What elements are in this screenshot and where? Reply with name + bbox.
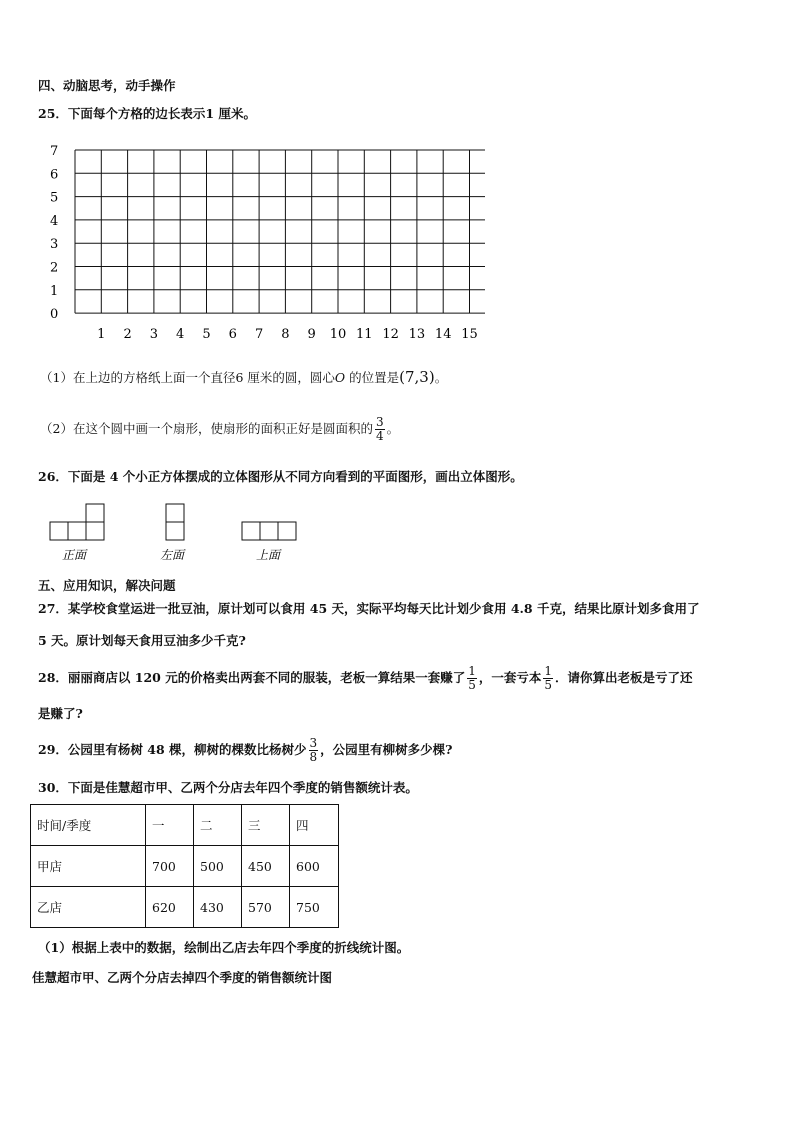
q28-text-c: ．请你算出老板是亏了还: [555, 670, 693, 685]
table-row: [31, 887, 339, 928]
table-cell: 430: [194, 887, 242, 928]
table-header-cell: 时间/季度: [31, 805, 146, 846]
y-tick-label: 3: [50, 237, 59, 253]
table-cell: 甲店: [31, 846, 146, 887]
fraction-three-eighths: [309, 737, 319, 764]
q28-text-a: 28．丽丽商店以 120 元的价格卖出两套不同的服装，老板一算结果一套赚了: [38, 670, 466, 685]
table-cell: 570: [242, 887, 290, 928]
q25-part2-end: 。: [386, 421, 400, 436]
q25-part1: [40, 369, 447, 386]
q30-stem: 30．下面是佳慧超市甲、乙两个分店去年四个季度的销售额统计表。: [38, 780, 418, 795]
x-tick-label: 14: [434, 327, 452, 343]
table-cell: 750: [290, 887, 339, 928]
y-tick-label: 1: [50, 283, 59, 299]
q27-line-1: 27．某学校食堂运进一批豆油，原计划可以食用 45 天，实际平均每天比计划少食用 4.8 千克，结果比原计划多食用了: [38, 601, 700, 616]
x-tick-label: 8: [281, 327, 290, 343]
x-tick-label: 10: [329, 327, 347, 343]
q29-text-a: 29．公园里有杨树 48 棵，柳树的棵数比杨树少: [38, 742, 307, 757]
y-tick-label: 6: [50, 167, 59, 183]
q30-part1: （1）根据上表中的数据，绘制出乙店去年四个季度的折线统计图。: [38, 940, 410, 955]
q26-stem: 26．下面是 4 个小正方体摆成的立体图形从不同方向看到的平面图形，画出立体图形。: [38, 469, 523, 484]
q28-line-1: [38, 662, 693, 694]
fraction-denominator: 5: [544, 678, 552, 692]
table-header-cell: 三: [242, 805, 290, 846]
front-view-label: 正面: [62, 548, 87, 562]
fraction-one-fifth-profit: [467, 665, 477, 692]
q25-stem: 25．下面每个方格的边长表示1 厘米。: [38, 106, 256, 121]
sales-table: [30, 804, 339, 928]
y-tick-label: 7: [50, 144, 59, 159]
x-tick-label: 3: [149, 327, 159, 343]
y-axis-labels: [50, 144, 58, 322]
grid-lines: [75, 150, 485, 313]
q30-chart-title: 佳慧超市甲、乙两个分店去掉四个季度的销售额统计图: [32, 970, 333, 985]
left-view-drawing: [166, 504, 184, 540]
x-axis-labels: [97, 327, 478, 342]
table-header-cell: 二: [194, 805, 242, 846]
table-cell: 700: [146, 846, 194, 887]
table-cell: 500: [194, 846, 242, 887]
table-cell: 450: [242, 846, 290, 887]
fraction-numerator: 3: [309, 736, 318, 750]
q25-part2: [40, 414, 399, 444]
table-cell: 600: [290, 846, 339, 887]
q25-part1-mid: 的位置是: [349, 370, 400, 385]
x-tick-label: 13: [408, 327, 426, 343]
q25-part1-end: 。: [434, 370, 448, 385]
y-tick-label: 2: [50, 260, 59, 276]
q25-grid-figure: [40, 140, 485, 345]
x-tick-label: 1: [97, 327, 106, 343]
x-tick-label: 12: [382, 327, 399, 343]
x-tick-label: 11: [356, 327, 373, 343]
x-tick-label: 15: [461, 327, 478, 343]
y-tick-label: 4: [50, 213, 59, 229]
section-4-heading: 四、动脑思考，动手操作: [38, 78, 176, 93]
x-tick-label: 2: [123, 327, 132, 343]
x-tick-label: 7: [254, 327, 264, 343]
fraction-three-quarters: [375, 416, 385, 443]
center-coordinate: (7,3): [399, 368, 435, 386]
q28-line-2: 是赚了?: [38, 706, 83, 721]
table-row: [31, 846, 339, 887]
fraction-numerator: 3: [375, 415, 384, 429]
table-header-cell: 一: [146, 805, 194, 846]
q25-part2-text: （2）在这个圆中画一个扇形，使扇形的面积正好是圆面积的: [40, 421, 373, 436]
y-tick-label: 0: [50, 307, 59, 323]
fraction-one-fifth-loss: [543, 665, 553, 692]
q26-views-figure: [40, 498, 320, 568]
fraction-denominator: 8: [309, 750, 318, 764]
q28-text-b: ，一套亏本: [478, 670, 542, 685]
table-cell: 620: [146, 887, 194, 928]
table-header-cell: 四: [290, 805, 339, 846]
table-cell: 乙店: [31, 887, 146, 928]
center-o-label: O: [334, 370, 346, 385]
x-tick-label: 5: [202, 327, 211, 343]
section-5-heading: 五、应用知识，解决问题: [38, 578, 176, 593]
x-tick-label: 9: [307, 327, 316, 343]
fraction-denominator: 4: [375, 429, 384, 443]
front-view-drawing: [50, 504, 104, 540]
q29-line: [38, 734, 452, 766]
q25-part1-text: （1）在上边的方格纸上面一个直径6 厘米的圆，圆心: [40, 370, 335, 385]
top-view-label: 上面: [256, 548, 281, 562]
q29-text-b: ，公园里有柳树多少棵?: [320, 742, 453, 757]
y-tick-label: 5: [50, 190, 59, 206]
fraction-numerator: 1: [544, 664, 552, 678]
x-tick-label: 6: [228, 327, 237, 343]
fraction-numerator: 1: [468, 664, 476, 678]
q27-line-2: 5 天。原计划每天食用豆油多少千克?: [38, 633, 246, 648]
table-header-row: [31, 805, 339, 846]
left-view-label: 左面: [160, 548, 185, 562]
top-view-drawing: [242, 522, 296, 540]
fraction-denominator: 5: [468, 678, 476, 692]
x-tick-label: 4: [176, 327, 185, 343]
